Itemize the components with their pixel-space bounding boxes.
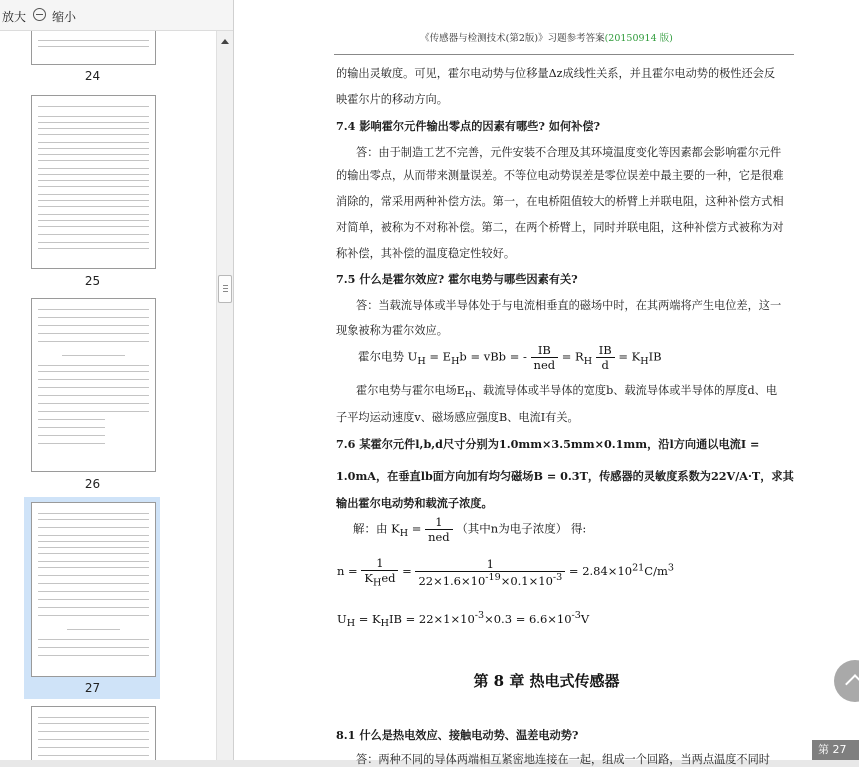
text-line: 消除的，常采用两种补偿方法。第一，在电桥阻值较大的桥臂上并联电阻，这种补偿方式相 bbox=[336, 195, 784, 208]
chapter-heading: 第 8 章 热电式传感器 bbox=[473, 672, 620, 690]
zoom-in-button[interactable]: 放大 bbox=[2, 10, 27, 24]
zoom-out-button[interactable]: 缩小 bbox=[52, 10, 77, 24]
text-line: 答：由于制造工艺不完善，元件安装不合理及其环境温度变化等因素都会影响霍尔元件 bbox=[356, 146, 782, 159]
scroll-up-arrow-icon[interactable] bbox=[221, 39, 229, 44]
document-page bbox=[234, 0, 859, 766]
page-thumbnail-25[interactable] bbox=[31, 95, 156, 269]
page-header bbox=[234, 30, 859, 44]
thumbnail-label-24: 24 bbox=[84, 69, 101, 83]
text-line: 对简单，被称为不对称补偿。第二，在两个桥臂上，同时并联电阻，这种补偿方式被称为对 bbox=[336, 221, 784, 234]
hall-voltage-formula: 霍尔电势 $U_H = E_Hb$ = vBb = - $\frac{IB}{\text{ned}}$ = $R_H$ $\frac{IB}{d}$ = $K_HIB$ bbox=[358, 343, 662, 372]
page-thumbnail-26[interactable] bbox=[31, 298, 156, 472]
page-thumbnail-24[interactable] bbox=[31, 31, 156, 65]
text-line: 称补偿，其补偿的温度稳定性较好。 bbox=[336, 247, 516, 260]
thumbnail-toolbar bbox=[0, 0, 233, 31]
zoom-out-icon[interactable] bbox=[33, 8, 46, 21]
section-heading-7-4: 7.4 影响霍尔元件输出零点的因素有哪些? 如何补偿? bbox=[336, 119, 601, 133]
text-line: 子平均运动速度v、磁场感应强度B、电流I有关。 bbox=[336, 411, 579, 424]
thumbnail-label-25: 25 bbox=[84, 274, 101, 288]
text-line: 输出霍尔电动势和载流子浓度。 bbox=[336, 496, 493, 510]
section-heading-8-1: 8.1 什么是热电效应、接触电动势、温差电动势? bbox=[336, 728, 579, 742]
text-line: 映霍尔片的移动方向。 bbox=[336, 93, 448, 106]
page-thumbnail-28[interactable] bbox=[31, 706, 156, 760]
text-line: 答：当载流导体或半导体处于与电流相垂直的磁场中时，在其两端将产生电位差，这一 bbox=[356, 299, 782, 312]
thumbnail-list bbox=[0, 31, 216, 760]
header-rule bbox=[334, 54, 794, 55]
text-line: 答：两种不同的导体两端相互紧密地连接在一起，组成一个回路，当两点温度不同时 bbox=[356, 753, 770, 766]
thumbnail-panel bbox=[0, 0, 234, 760]
carrier-density-formula: n = $\frac{1}{K_Hed}$ = $\frac{1}{22\times 1.6\times 10^{-19}\times 0.1\times 10^{-3}}$ = $2.84\times 10^{21}C/m^3$ bbox=[337, 556, 674, 589]
thumbnail-scrollbar[interactable] bbox=[216, 31, 233, 760]
hall-voltage-result: $U_H = K_HIB = 22\times 1\times 10^{-3}\times 0.3 = 6.6\times 10^{-3}V$ bbox=[337, 610, 590, 630]
text-line: 1.0mA，在垂直lb面方向加有均匀磁场B = 0.3T，传感器的灵敏度系数为22V/A·T，求其 bbox=[336, 469, 794, 483]
thumbnail-label-26: 26 bbox=[84, 477, 101, 491]
text-line: 现象被称为霍尔效应。 bbox=[336, 324, 448, 337]
scrollbar-thumb[interactable] bbox=[218, 275, 232, 303]
page-number-badge: 第 27 bbox=[812, 740, 859, 760]
thumbnail-label-27: 27 bbox=[84, 681, 101, 695]
section-heading-7-5: 7.5 什么是霍尔效应? 霍尔电势与哪些因素有关? bbox=[336, 272, 578, 286]
section-heading-7-6: 7.6 某霍尔元件l,b,d尺寸分别为1.0mm×3.5mm×0.1mm，沿l方向通以电流I = bbox=[336, 437, 760, 451]
header-title: 《传感器与检测技术(第2版)》习题参考答案 bbox=[420, 33, 605, 44]
text-line: 的输出灵敏度。可见，霍尔电动势与位移量Δz成线性关系，并且霍尔电动势的极性还会反 bbox=[336, 67, 776, 80]
page-thumbnail-27[interactable] bbox=[31, 502, 156, 677]
solution-formula-kh: 解：由 $K_H$ = $\frac{1}{\text{ned}}$ （其中n为电子浓度） 得: bbox=[353, 515, 587, 544]
text-line: 的输出零点，从而带来测量误差。不等位电动势误差是零位误差中最主要的一种，它是很难 bbox=[336, 169, 784, 182]
chevron-up-icon bbox=[845, 674, 859, 694]
text-line: 霍尔电势与霍尔电场$E_H$、载流导体或半导体的宽度b、载流导体或半导体的厚度d、电 bbox=[356, 384, 778, 400]
header-version: (20150914 版) bbox=[604, 33, 673, 44]
